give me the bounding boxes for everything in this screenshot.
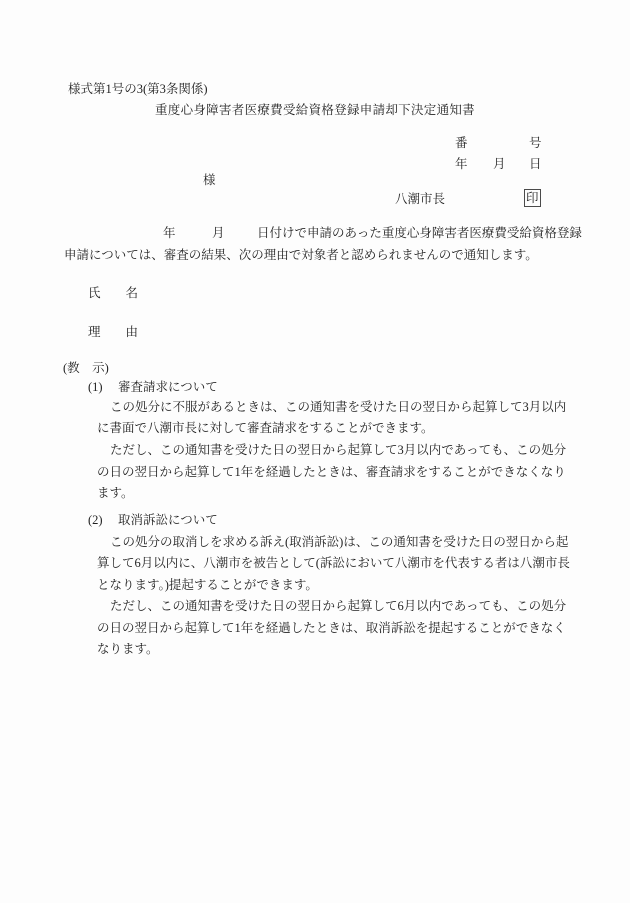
- section1-line-1: この処分に不服があるときは、この通知書を受けた日の翌日から起算して3月以内: [110, 400, 567, 414]
- doc-number-suffix: 号: [529, 136, 542, 150]
- section2-line-1: この処分の取消しを求める訴え(取消訴訟)は、この通知書を受けた日の翌日から起: [110, 535, 569, 549]
- section2-heading: 取消訴訟について: [118, 513, 218, 527]
- issuer-name: 八潮市長: [395, 192, 446, 206]
- intro-line-2: 申請については、審査の結果、次の理由で対象者と認められませんので通知します。: [64, 248, 538, 262]
- section2-line-2: 算して6月以内に、八潮市を被告として(訴訟において八潮市を代表する者は八潮市長: [97, 556, 570, 570]
- section2-line-4: ただし、この通知書を受けた日の翌日から起算して6月以内であっても、この処分: [110, 599, 567, 613]
- form-number: 様式第1号の3(第3条関係): [68, 82, 208, 96]
- instructions-header: (教 示): [63, 361, 109, 375]
- date-year-label: 年: [455, 157, 468, 171]
- doc-number-label: 番: [455, 136, 468, 150]
- section1-line-2: に書面で八潮市長に対して審査請求をすることができます。: [97, 421, 434, 435]
- intro-line-1: 日付けで申請のあった重度心身障害者医療費受給資格登録: [257, 226, 582, 240]
- addressee-suffix: 様: [203, 173, 216, 187]
- section2-line-3: となります。)提起することができます。: [97, 578, 318, 592]
- date-day-label: 日: [529, 157, 542, 171]
- section2-line-6: なります。: [97, 642, 159, 656]
- intro-month-label: 月: [212, 226, 225, 240]
- reason-field-label: 理 由: [88, 325, 139, 339]
- section1-heading: 審査請求について: [118, 380, 218, 394]
- intro-year-label: 年: [163, 226, 176, 240]
- document-title: 重度心身障害者医療費受給資格登録申請却下決定通知書: [154, 103, 475, 117]
- seal-mark: 印: [524, 189, 541, 207]
- section1-number: (1): [88, 380, 103, 394]
- section2-line-5: の日の翌日から起算して1年を経過したときは、取消訴訟を提起することができなく: [97, 621, 566, 635]
- date-month-label: 月: [493, 157, 506, 171]
- section1-line-5: ます。: [97, 486, 134, 500]
- section2-number: (2): [88, 513, 103, 527]
- section1-line-3: ただし、この通知書を受けた日の翌日から起算して3月以内であっても、この処分: [110, 443, 567, 457]
- name-field-label: 氏 名: [88, 286, 139, 300]
- section1-line-4: の日の翌日から起算して1年を経過したときは、審査請求をすることができなくなり: [97, 465, 566, 479]
